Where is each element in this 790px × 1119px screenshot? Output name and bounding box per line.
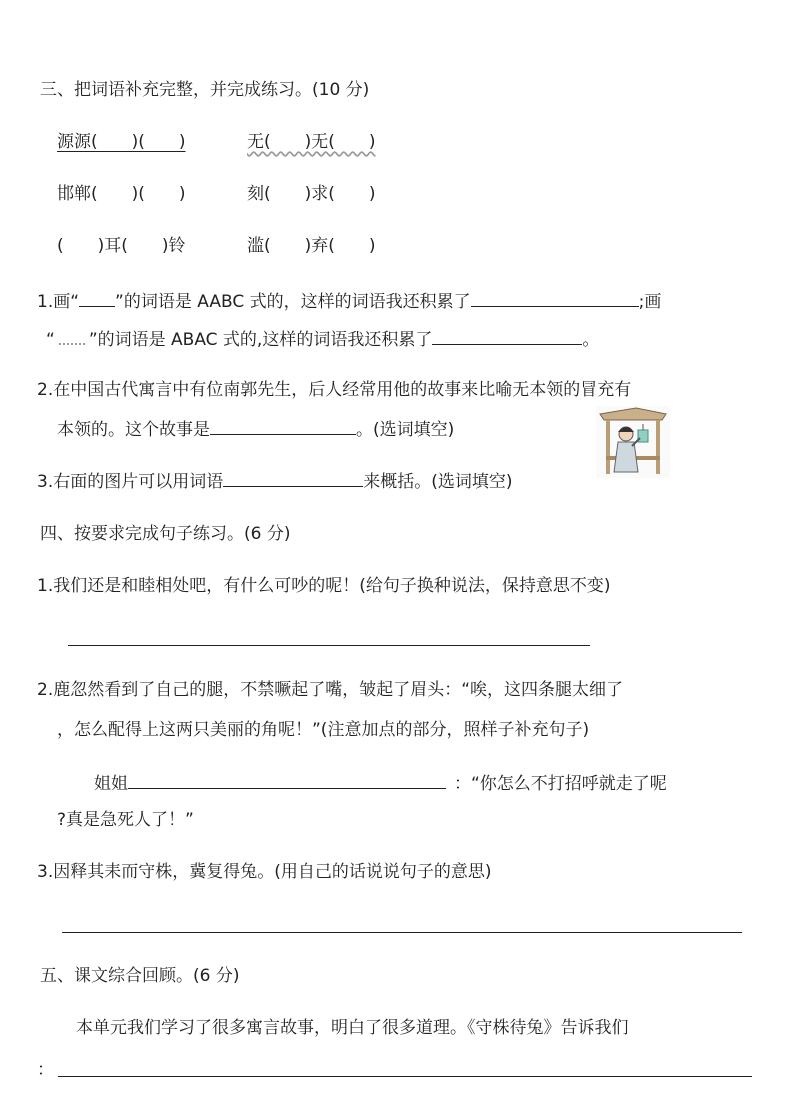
sample-wavy-underline — [59, 329, 85, 345]
q1-text-4: “ — [46, 330, 55, 350]
q2-text-b: 。(选词填空) — [356, 420, 455, 440]
answer-line-q1[interactable] — [68, 645, 590, 646]
q3-text-a: 3.右面的图片可以用词语 — [37, 472, 224, 492]
section4-q3: 3.因释其耒而守株，冀复得兔。(用自己的话说说句子的意思) — [37, 862, 492, 882]
idiom-lan-qi: 滥( )弃( ) — [247, 236, 376, 256]
section3-q2-line1: 2.在中国古代寓言中有位南郭先生，后人经常用他的故事来比喻无本领的冒充有 — [37, 380, 632, 400]
q2-jiejie: 姐姐 — [94, 774, 128, 794]
section3-q3 — [37, 468, 513, 494]
q1-text-5: ”的词语是 ABAC 式的,这样的词语我还积累了 — [88, 330, 433, 350]
idiom-ke-qiu: 刻( )求( ) — [247, 184, 376, 204]
answer-line-section5[interactable] — [58, 1076, 752, 1077]
sample-underline — [79, 288, 115, 307]
answer-blank-story[interactable] — [210, 416, 356, 435]
answer-blank-picture[interactable] — [223, 468, 363, 487]
section4-q2-line4: ?真是急死人了！” — [57, 810, 194, 830]
q2-quote: ：“你怎么不打招呼就走了呢 — [454, 774, 667, 794]
answer-blank-sentence[interactable] — [128, 770, 446, 789]
answer-blank-aabc[interactable] — [471, 288, 639, 307]
section4-q2-line2: ，怎么配得上这两只美丽的角呢！”(注意加点的部分，照样子补充句子) — [57, 720, 590, 740]
idiom-handan: 邯郸( )( ) — [57, 184, 186, 204]
section4-q1: 1.我们还是和睦相处吧，有什么可吵的呢！(给句子换种说法，保持意思不变) — [37, 576, 611, 596]
idiom-er-ling: ( )耳( )铃 — [57, 236, 186, 256]
section5-line1: 本单元我们学习了很多寓言故事，明白了很多道理。《守株待兔》告诉我们 — [76, 1018, 629, 1038]
section5-heading: 五、课文综合回顾。(6 分) — [40, 966, 240, 986]
section5-line2-colon: ： — [37, 1060, 54, 1080]
section4-q2-line1: 2.鹿忽然看到了自己的腿，不禁噘起了嘴，皱起了眉头：“唉，这四条腿太细了 — [37, 680, 624, 700]
q1-text-6: 。 — [582, 330, 600, 350]
idiom-yuanyuan: 源源( )( ) — [57, 132, 186, 152]
section3-heading: 三、把词语补充完整，并完成练习。(10 分) — [40, 80, 370, 100]
section3-q1-line2 — [46, 326, 599, 352]
section4-q2-line3 — [94, 770, 667, 796]
section4-heading: 四、按要求完成句子练习。(6 分) — [40, 524, 291, 544]
q2-text-a: 本领的。这个故事是 — [57, 420, 210, 440]
q1-text-2: ”的词语是 AABC 式的，这样的词语我还积累了 — [115, 292, 471, 312]
q1-text-3: ;画 — [638, 292, 662, 312]
section3-q2-line2 — [57, 416, 454, 442]
idiom-wu-wu: 无( )无( ) — [247, 132, 376, 152]
q1-text-1: 1.画“ — [37, 292, 80, 312]
section3-q1-line1 — [37, 288, 661, 314]
idiom-illustration — [596, 406, 670, 478]
answer-blank-abac[interactable] — [432, 326, 582, 345]
q3-text-b: 来概括。(选词填空) — [363, 472, 513, 492]
answer-line-q3[interactable] — [62, 932, 742, 933]
